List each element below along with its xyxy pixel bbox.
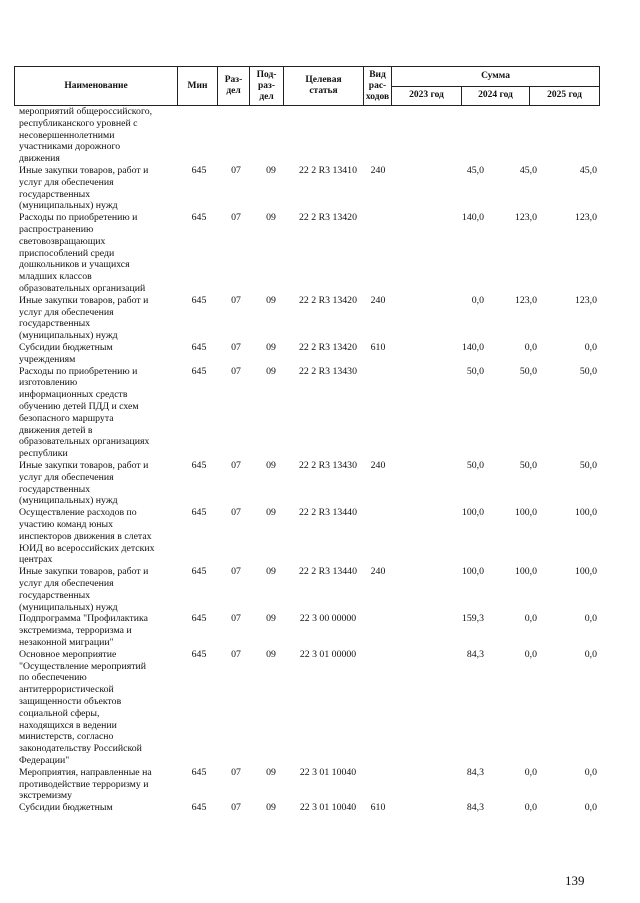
header-razdel: Раз- дел [218, 67, 250, 106]
cell-name: Субсидии бюджетным [19, 802, 113, 814]
cell-name: Иные закупки товаров, работ и услуг для обеспечения государственных (муниципальных) нужд [19, 459, 149, 507]
cell-s25: 123,0 [574, 212, 597, 224]
cell-s23: 50,0 [466, 365, 484, 377]
page-number: 139 [565, 873, 585, 888]
cell-s23: 100,0 [461, 566, 484, 578]
cell-s23: 0,0 [471, 294, 484, 306]
cell-vid: 240 [370, 294, 386, 306]
cell-cst: 22 3 01 10040 [299, 766, 357, 778]
cell-min: 645 [191, 566, 207, 578]
cell-razd: 07 [231, 459, 241, 471]
cell-razd: 07 [231, 507, 241, 519]
cell-podr: 09 [266, 766, 276, 778]
cell-cst: 22 2 R3 13420 [299, 294, 357, 306]
cell-s24: 123,0 [514, 212, 537, 224]
cell-s24: 0,0 [524, 802, 537, 814]
header-podrazdel: Под- раз- дел [250, 67, 284, 106]
cell-name: Осуществление расходов по участию команд юных инспекторов движения в слетах ЮИД во всероссийских детских центрах [19, 507, 155, 566]
cell-podr: 09 [266, 212, 276, 224]
header-min: Мин [178, 67, 218, 106]
cell-cst: 22 2 R3 13410 [299, 165, 357, 176]
cell-podr: 09 [266, 365, 276, 377]
cell-razd: 07 [231, 165, 241, 176]
cell-min: 645 [191, 766, 207, 778]
cell-s24: 123,0 [514, 294, 537, 306]
cell-cst: 22 2 R3 13420 [299, 341, 357, 353]
cell-cst: 22 3 01 00000 [299, 648, 357, 660]
cell-s24: 50,0 [519, 365, 537, 377]
cell-razd: 07 [231, 802, 241, 814]
cell-s25: 0,0 [584, 341, 597, 353]
cell-s24: 100,0 [514, 507, 537, 519]
cell-s23: 45,0 [466, 165, 484, 176]
cell-name: Расходы по приобретению и распространению световозвращающих приспособлений среди дошкольников и учащихся младших классов образовательных организаций [19, 212, 146, 294]
cell-podr: 09 [266, 165, 276, 176]
cell-min: 645 [191, 802, 207, 814]
cell-s25: 0,0 [584, 766, 597, 778]
cell-s23: 84,3 [466, 802, 484, 814]
table-row [14, 366, 599, 460]
cell-name: Подпрограмма "Профилактика экстремизма, терроризма и незаконной миграции" [19, 613, 148, 648]
cell-razd: 07 [231, 212, 241, 224]
cell-s23: 84,3 [466, 766, 484, 778]
cell-min: 645 [191, 507, 207, 519]
cell-s23: 100,0 [461, 507, 484, 519]
cell-name: Иные закупки товаров, работ и услуг для обеспечения государственных (муниципальных) нужд [19, 566, 149, 613]
cell-s25: 45,0 [579, 165, 597, 176]
cell-s25: 100,0 [574, 566, 597, 578]
cell-razd: 07 [231, 294, 241, 306]
header-sum: Сумма [392, 67, 600, 87]
table-row [14, 613, 599, 648]
cell-s24: 0,0 [524, 648, 537, 660]
cell-vid: 610 [370, 802, 386, 814]
cell-cst: 22 2 R3 13420 [299, 212, 357, 224]
cell-razd: 07 [231, 365, 241, 377]
table-row [14, 566, 599, 613]
cell-s25: 50,0 [579, 459, 597, 471]
cell-s23: 140,0 [461, 212, 484, 224]
cell-min: 645 [191, 294, 207, 306]
table-row [14, 165, 599, 212]
cell-s23: 84,3 [466, 648, 484, 660]
cell-s24: 45,0 [519, 165, 537, 176]
cell-s24: 100,0 [514, 566, 537, 578]
table-row [14, 342, 599, 366]
cell-razd: 07 [231, 613, 241, 625]
table-row [14, 767, 599, 802]
cell-s24: 50,0 [519, 459, 537, 471]
cell-vid: 240 [370, 165, 386, 176]
header-2024: 2024 год [462, 86, 530, 106]
cell-name: Расходы по приобретению и изготовлению информационных средств обучению детей ПДД и схем безопасного маршрута движения детей в образовательных организациях республики [19, 365, 150, 460]
cell-podr: 09 [266, 341, 276, 353]
cell-cst: 22 3 00 00000 [299, 613, 357, 625]
cell-s25: 100,0 [574, 507, 597, 519]
cell-podr: 09 [266, 294, 276, 306]
table-row [14, 802, 599, 814]
cell-cst: 22 2 R3 13440 [299, 507, 357, 519]
header-target: Целевая статья [284, 67, 364, 106]
cell-vid: 240 [370, 459, 386, 471]
table-row [14, 212, 599, 295]
cell-name: мероприятий общероссийского, республиканского уровней с несовершеннолетними участниками дорожного движения [19, 106, 153, 165]
table-row [14, 649, 599, 767]
header-name: Наименование [15, 67, 178, 106]
cell-podr: 09 [266, 802, 276, 814]
cell-min: 645 [191, 459, 207, 471]
header-2023: 2023 год [392, 86, 462, 106]
cell-s24: 0,0 [524, 341, 537, 353]
cell-cst: 22 2 R3 13430 [299, 365, 357, 377]
cell-s23: 159,3 [461, 613, 484, 625]
header-vid: Вид рас- ходов [364, 67, 392, 106]
cell-podr: 09 [266, 648, 276, 660]
cell-podr: 09 [266, 507, 276, 519]
cell-min: 645 [191, 648, 207, 660]
cell-min: 645 [191, 212, 207, 224]
cell-razd: 07 [231, 766, 241, 778]
cell-s23: 140,0 [461, 341, 484, 353]
cell-razd: 07 [231, 341, 241, 353]
cell-min: 645 [191, 341, 207, 353]
cell-name: Субсидии бюджетным учреждениям [19, 341, 113, 365]
table-row [14, 507, 599, 566]
cell-cst: 22 3 01 10040 [299, 802, 357, 814]
cell-s24: 0,0 [524, 766, 537, 778]
table-body [14, 106, 599, 814]
cell-name: Основное мероприятие "Осуществление мероприятий по обеспечению антитеррористической защищенности объектов социальной сферы, находящихся в ведении министерств, согласно законодательству Российской Федерации" [19, 648, 146, 766]
cell-cst: 22 2 R3 13430 [299, 459, 357, 471]
cell-name: Иные закупки товаров, работ и услуг для обеспечения государственных (муниципальных) нужд [19, 165, 149, 212]
table-row [14, 295, 599, 342]
cell-min: 645 [191, 365, 207, 377]
cell-min: 645 [191, 613, 207, 625]
cell-s25: 0,0 [584, 802, 597, 814]
table-row [14, 106, 599, 165]
cell-s25: 0,0 [584, 613, 597, 625]
cell-vid: 610 [370, 341, 386, 353]
cell-podr: 09 [266, 566, 276, 578]
cell-razd: 07 [231, 648, 241, 660]
cell-s25: 123,0 [574, 294, 597, 306]
cell-s24: 0,0 [524, 613, 537, 625]
cell-name: Иные закупки товаров, работ и услуг для обеспечения государственных (муниципальных) нужд [19, 294, 149, 342]
cell-podr: 09 [266, 459, 276, 471]
cell-vid: 240 [370, 566, 386, 578]
cell-name: Мероприятия, направленные на противодействие терроризму и экстремизму [19, 766, 152, 802]
cell-min: 645 [191, 165, 207, 176]
cell-cst: 22 2 R3 13440 [299, 566, 357, 578]
table-row [14, 460, 599, 507]
header-2025: 2025 год [530, 86, 600, 106]
table-header [14, 66, 600, 106]
cell-podr: 09 [266, 613, 276, 625]
cell-s25: 0,0 [584, 648, 597, 660]
cell-razd: 07 [231, 566, 241, 578]
cell-s23: 50,0 [466, 459, 484, 471]
cell-s25: 50,0 [579, 365, 597, 377]
